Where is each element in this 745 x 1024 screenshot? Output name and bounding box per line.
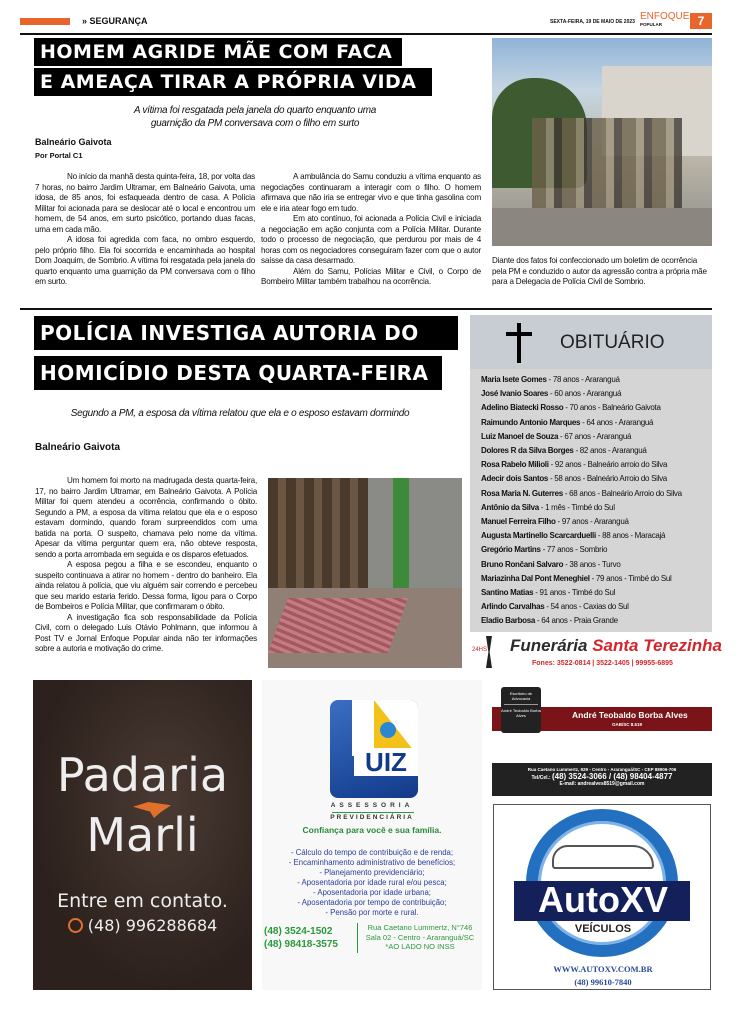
luiz-service-item: - Encaminhamento administrativo de benefícios;	[288, 858, 456, 867]
brand-name: ENFOQUE	[640, 11, 690, 22]
paragraph: Em ato contínuo, foi acionada a Polícia Civil e iniciada a negociação em ação conjunta com a Polícia Militar. Durante todo o processo de negociação, que perdurou por mais de 4 horas com os negociadores conseguiram fazer com que o autor saísse da casa desarmado.	[261, 214, 481, 265]
funeral-phones: Fones: 3522-0814 | 3522-1405 | 99955-6895	[532, 660, 673, 667]
page-number: 7	[690, 13, 712, 29]
autoxv-sub: VEÍCULOS	[574, 923, 632, 935]
obituary-entry	[481, 373, 712, 387]
article-2-photo	[268, 478, 462, 668]
obituary-list	[470, 369, 712, 629]
luiz-service-item: - Planejamento previdenciário;	[319, 868, 425, 877]
article-1-photo-caption: Diante dos fatos foi confeccionado um boletim de ocorrência pela PM e conduzido o autor da agressão contra a própria mãe para a Delegacia de Polícia Civil de Sombrio.	[492, 256, 707, 286]
obituary-panel	[470, 315, 712, 632]
obituary-name: Luiz Manoel de Souza	[481, 431, 559, 441]
obituary-name: Adelino Biatecki Rosso	[481, 403, 564, 413]
obituary-name: Arlindo Carvalhas	[481, 602, 545, 612]
obituary-title: OBITUÁRIO	[560, 332, 665, 353]
obituary-name: Manuel Ferreira Filho	[481, 517, 556, 527]
obituary-name: Antônio da Silva	[481, 502, 539, 512]
address-line: Rua Caetano Lummertz, N°746	[367, 923, 473, 932]
obituary-name: Eladio Barbosa	[481, 616, 536, 626]
obituary-entry	[481, 458, 712, 472]
paragraph: A investigação fica sob responsabilidade da Polícia Civil, com o delegado Luis Otávio Pohlmann, que informou à Post TV e Jornal Enfoque Popular ainda não ter informações sobre a autoria e motivação do crime.	[35, 612, 257, 653]
obituary-header	[470, 315, 712, 369]
obituary-entry	[481, 444, 712, 458]
address-line: Sala 02 - Centro - Araranguá/SC	[365, 932, 475, 942]
obituary-info: - 60 anos - Araranguá	[548, 389, 622, 399]
lawyer-oab: OAB/SC 8.519	[612, 722, 643, 727]
obituary-entry	[481, 487, 712, 501]
lawyer-ad	[492, 683, 712, 798]
obituary-entry	[481, 430, 712, 444]
luiz-line-2: PREVIDENCIÁRIA	[330, 814, 414, 821]
obituary-info: - 67 anos - Araranguá	[558, 431, 632, 441]
luiz-service-item: - Cálculo do tempo de contribuição e de renda;	[290, 848, 454, 857]
padaria-phone: (48) 996288684	[87, 916, 218, 935]
obituary-info: - 78 anos - Araranguá	[546, 375, 620, 384]
luiz-logo-text: UIZ	[354, 748, 418, 776]
subtitle-line: A vítima foi resgatada pela janela do quarto enquanto uma	[133, 105, 377, 116]
lawyer-email: E-mail: andrealves8519@gmail.com	[559, 781, 645, 787]
obituary-info: - 92 anos - Balneário arroio do Silva	[548, 460, 668, 470]
obituary-name: Santino Matias	[481, 588, 534, 598]
luiz-assessoria-ad	[262, 680, 482, 990]
obituary-info: - 97 anos - Araranguá	[555, 517, 629, 527]
subtitle-line: guarnição da PM conversava com o filho em surto	[150, 118, 360, 129]
obituary-entry	[481, 614, 712, 628]
obituary-entry	[481, 586, 712, 600]
obituary-entry	[481, 558, 712, 572]
issue-date: SEXTA-FEIRA, 19 DE MAIO DE 2023	[550, 19, 635, 25]
obituary-name: Maria Isete Gomes	[481, 375, 547, 384]
funeral-name	[510, 636, 722, 656]
lawyer-badge	[501, 687, 541, 733]
article-1-byline: Por Portal C1	[35, 151, 83, 160]
obituary-name: Adecir dois Santos	[481, 474, 549, 484]
header-rule	[20, 33, 712, 35]
section-name: SEGURANÇA	[89, 16, 148, 26]
section-color-bar	[20, 18, 70, 25]
luiz-service-item: - Aposentadoria por tempo de contribuição;	[297, 898, 447, 907]
obituary-info: - 79 anos - Timbé do Sul	[589, 573, 672, 583]
obituary-entry	[481, 401, 712, 415]
obituary-entry	[481, 416, 712, 430]
luiz-services	[262, 848, 482, 918]
obituary-info: - 1 mês - Timbé do Sul	[538, 502, 615, 512]
obituary-entry	[481, 543, 712, 557]
padaria-name-2: Marli	[86, 808, 199, 862]
obituary-info: - 70 anos - Balneário Gaivota	[563, 403, 661, 413]
obituary-name: Dolores R da Silva Borges	[481, 446, 574, 456]
paragraph: No início da manhã desta quinta-feira, 18, por volta das 7 horas, no bairro Jardim Ultramar, em Balneário Gaivota, uma idosa, de 85 anos, foi esfaqueada dentro de casa. A Polícia Militar foi acionada para se deslocar até o local e encontrou um homem, de 54 anos, em surto psicótico, portando duas facas, uma em cada mão.	[35, 172, 255, 234]
paragraph: A esposa pegou a filha e se escondeu, enquanto o suspeito continuava a atirar no homem - dentro do banheiro. Ela ainda relatou à polícia, que viu alguém sair correndo e percebeu que seu marido estaria ferido. Dessa forma, ligou para o Corpo de Bombeiros e Polícia Militar, que confirmaram o óbito.	[35, 560, 257, 611]
luiz-phones	[264, 925, 338, 951]
funeral-24h-badge: 24HS	[472, 647, 488, 653]
obituary-name: Bruno Rončani Salvaro	[481, 559, 564, 569]
luiz-service-item: - Pensão por morte e rural.	[325, 908, 419, 917]
luiz-service-item: - Aposentadoria por idade rural e/ou pesca;	[297, 878, 447, 887]
padaria-name-1: Padaria	[56, 748, 229, 802]
lawyer-badge-line-1: Escritório de Advocacia	[509, 691, 533, 701]
lawyer-contact-bar	[492, 763, 712, 796]
obituary-name: Gregório Martins	[481, 545, 541, 555]
obituary-name: Raimundo Antonio Marques	[481, 417, 581, 427]
obituary-info: - 82 anos - Araranguá	[573, 446, 647, 456]
article-2-body	[35, 476, 257, 655]
luiz-logo	[330, 700, 418, 798]
obituary-info: - 64 anos - Araranguá	[580, 417, 654, 427]
obituary-info: - 91 anos - Timbé do Sul	[533, 588, 616, 598]
obituary-name: Rosa Rabelo Milioli	[481, 460, 549, 470]
obituary-entry	[481, 472, 712, 486]
article-1-column-2	[261, 172, 481, 288]
padaria-cta: Entre em contato.	[57, 890, 228, 912]
obituary-info: - 38 anos - Turvo	[563, 559, 621, 569]
obituary-name: Rosa Maria N. Guterres	[481, 488, 563, 498]
cross-icon	[517, 323, 521, 363]
lawyer-address: Rua Caetano Lummertz, 929 - Centro - Araranguá/SC - CEP 88906-706	[527, 767, 677, 772]
paragraph: Um homem foi morto na madrugada desta quarta-feira, 17, no bairro Jardim Ultramar, em Balneário Gaivota. A Polícia Militar foi quem atendeu a ocorrência, confirmando o óbito. Segundo a PM, a esposa da vítima relatou que ela e o esposo estavam dormindo, quando foram surpreendidos com uma batida na porta. O suspeito, chamava pelo nome da vítima. Apesar da vítima perguntar quem era, não obteve resposta, sendo a porta arrombada em seguida e os disparos efetuados.	[35, 476, 257, 559]
lawyer-name: André Teobaldo Borba Alves	[572, 710, 688, 720]
paragraph: A ambulância do Samu conduziu a vítima enquanto as negociações continuaram a interagir com o filho. O homem afirmava que não iria se entregar vivo e que tinha gasolina com ele e iria atear fogo em tudo.	[261, 172, 481, 213]
funeral-name-2: Santa Terezinha	[592, 636, 722, 655]
headline-1-line-2: E AMEAÇA TIRAR A PRÓPRIA VIDA	[34, 68, 432, 96]
obituary-entry	[481, 529, 712, 543]
section-label: » SEGURANÇA	[82, 16, 148, 26]
luiz-phone-1: (48) 3524-1502	[264, 926, 333, 937]
padaria-marli-ad	[33, 680, 252, 990]
obituary-info: - 54 anos - Caxias do Sul	[544, 602, 629, 612]
article-2-subtitle: Segundo a PM, a esposa da vítima relatou que ela e o esposo estavam dormindo	[70, 408, 410, 419]
padaria-phone-row	[33, 916, 252, 935]
luiz-slogan: Confiança para você e sua família.	[302, 825, 442, 835]
brand-sub: POPULAR	[640, 22, 663, 27]
article-1-column-1	[35, 172, 255, 288]
lawyer-badge-line-2: André Teobaldo Borba Alves	[501, 708, 541, 718]
funeral-name-1: Funerária	[510, 636, 588, 655]
paragraph: A idosa foi agredida com faca, no ombro esquerdo, pelo próprio filho. Ela foi socorrida e encaminhada ao hospital Dom Joaquim, de Sombrio. A vítima foi resgatada pela janela do quarto enquanto uma guarnição da PM conversava com o filho em surto.	[35, 235, 255, 286]
obituary-info: - 58 anos - Balneário Arroio do Silva	[548, 474, 667, 484]
article-2-location: Balneário Gaivota	[35, 442, 121, 453]
article-1-subtitle	[80, 104, 430, 130]
lawyer-phone-row	[492, 772, 712, 781]
obituary-info: - 77 anos - Sombrio	[540, 545, 608, 555]
headline-1-line-1: HOMEM AGRIDE MÃE COM FACA	[34, 38, 402, 66]
lawyer-tel-label: Tel/Cel.:	[531, 775, 552, 781]
funeral-home-ad	[470, 632, 722, 674]
headline-2-line-2: HOMICÍDIO DESTA QUARTA-FEIRA	[34, 356, 442, 390]
autoxv-phone: (48) 99610-7840	[574, 977, 632, 987]
luiz-phone-2: (48) 98418-3575	[264, 939, 338, 950]
autoxv-ad	[493, 804, 711, 990]
obituary-info: - 88 anos - Maracajá	[595, 531, 666, 541]
obituary-info: - 68 anos - Balneário Arroio do Silva	[562, 488, 682, 498]
lawyer-tel: (48) 3524-3066 / (48) 98404-4877	[551, 772, 673, 781]
luiz-service-item: - Aposentadoria por idade urbana;	[313, 888, 431, 897]
article-1-location: Balneário Gaivota	[35, 137, 112, 147]
cross-icon-bar	[506, 332, 532, 336]
brand-logo	[640, 13, 689, 29]
obituary-name: José Ivanio Soares	[481, 389, 549, 399]
luiz-address	[358, 923, 482, 952]
obituary-entry	[481, 572, 712, 586]
obituary-entry	[481, 600, 712, 614]
luiz-line-1: ASSESSORIA	[330, 802, 414, 809]
autoxv-url[interactable]: WWW.AUTOXV.COM.BR	[553, 964, 653, 974]
obituary-entry	[481, 387, 712, 401]
article-1-photo	[492, 38, 712, 246]
car-outline-icon	[552, 845, 654, 869]
address-line: *AO LADO NO INSS	[385, 942, 455, 951]
obituary-info: - 64 anos - Praia Grande	[535, 616, 618, 626]
obituary-entry	[481, 501, 712, 515]
section-divider	[20, 308, 712, 310]
whatsapp-icon	[68, 918, 83, 933]
autoxv-name: AutoXV	[538, 879, 668, 920]
obituary-entry	[481, 515, 712, 529]
obituary-name: Augusta Martinello Scarcarduelli	[481, 531, 596, 541]
obituary-name: Mariazinha Dal Pont Meneghiel	[481, 573, 590, 583]
headline-2-line-1: POLÍCIA INVESTIGA AUTORIA DO	[34, 316, 458, 350]
paragraph: Além do Samu, Polícias Militar e Civil, o Corpo de Bombeiro Militar também trabalhou na ocorrência.	[261, 266, 481, 286]
